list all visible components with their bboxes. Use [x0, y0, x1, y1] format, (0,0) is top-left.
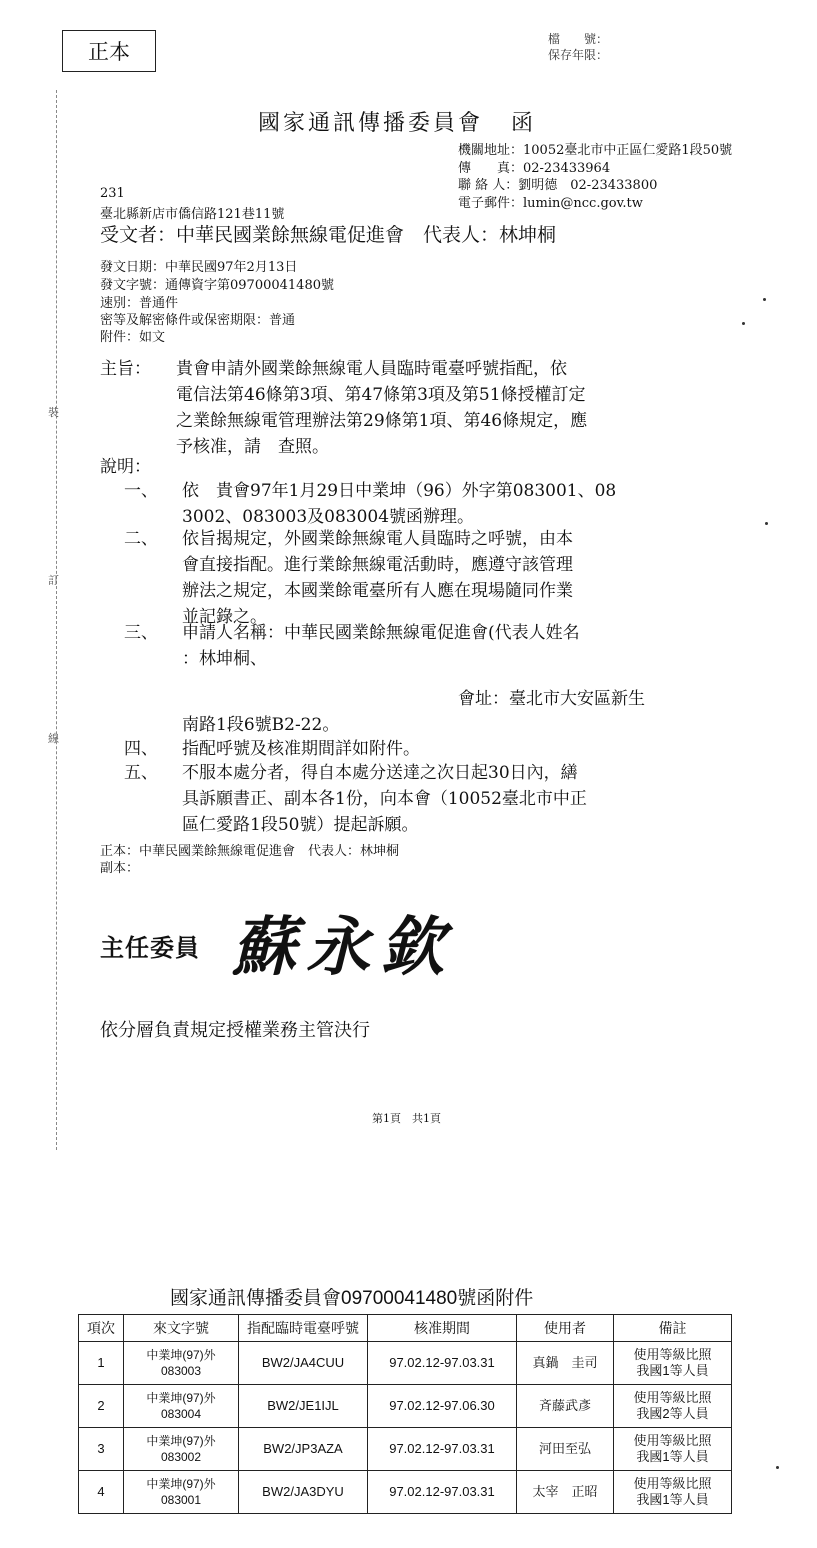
cell-user: 河田至弘 [517, 1428, 614, 1471]
explanation-item [182, 526, 573, 630]
cell-index: 4 [79, 1471, 124, 1514]
item-number: 三、 [124, 623, 158, 643]
item-number: 五、 [124, 763, 158, 783]
subject-line: 貴會申請外國業餘無線電人員臨時電臺呼號指配，依 [176, 359, 567, 379]
distribution-original: 正本：中華民國業餘無線電促進會 代表人：林坤桐 [100, 844, 400, 859]
explanation-item [182, 478, 616, 530]
cell-user: 太宰 正昭 [517, 1471, 614, 1514]
subject-label: 主旨： [100, 359, 151, 379]
cell-callsign: BW2/JA3DYU [239, 1471, 368, 1514]
item-number: 一、 [124, 481, 158, 501]
cell-line: 使用等級比照 [633, 1390, 712, 1405]
issue-date: 發文日期：中華民國97年2月13日 [100, 260, 298, 275]
item-line: 具訴願書正、副本各1份，向本會（10052臺北市中正 [182, 789, 587, 809]
cell-callsign: BW2/JE1IJL [239, 1385, 368, 1428]
cell-callsign: BW2/JP3AZA [239, 1428, 368, 1471]
column-header: 核准期間 [368, 1315, 517, 1342]
scan-speck [763, 298, 766, 301]
cell-line: 我國1等人員 [636, 1363, 709, 1378]
explanation-label: 說明： [100, 457, 151, 477]
table-row [79, 1385, 732, 1428]
cell-line: 使用等級比照 [633, 1476, 712, 1491]
cell-ref [124, 1471, 239, 1514]
item-line: 會直接指配。進行業餘無線電活動時，應遵守該管理 [182, 555, 573, 575]
column-header: 指配臨時電臺呼號 [239, 1315, 368, 1342]
item-line: 會址：臺北市大安區新生 [458, 689, 645, 709]
attachment-table [78, 1314, 732, 1514]
delivery-speed: 速別：普通件 [100, 296, 179, 311]
margin-mark: 線 [48, 732, 59, 745]
delegation-note: 依分層負責規定授權業務主管決行 [100, 1020, 370, 1041]
cell-line: 083002 [160, 1450, 202, 1464]
cell-line: 使用等級比照 [633, 1347, 712, 1362]
attachment-note: 附件：如文 [100, 330, 166, 345]
scan-speck [742, 322, 745, 325]
table-row [79, 1342, 732, 1385]
cell-line: 083004 [160, 1407, 202, 1421]
item-line: 不服本處分者，得自本處分送達之次日起30日內，繕 [182, 763, 578, 783]
cell-line: 083003 [160, 1364, 202, 1378]
item-line: 並記錄之。 [182, 607, 267, 627]
item-line: 指配呼號及核准期間詳如附件。 [182, 739, 420, 759]
scan-speck [776, 1466, 779, 1469]
item-line: 申請人名稱：中華民國業餘無線電促進會(代表人姓名 [182, 623, 580, 643]
binding-line [56, 90, 57, 1150]
subject-line: 電信法第46條第3項、第47條第3項及第51條授權訂定 [176, 385, 586, 405]
cell-line: 使用等級比照 [633, 1433, 712, 1448]
column-header: 備註 [614, 1315, 732, 1342]
cell-ref [124, 1342, 239, 1385]
cell-note [614, 1342, 732, 1385]
item-line: 3002、083003及083004號函辦理。 [182, 507, 475, 527]
cell-line: 中業坤(97)外 [146, 1477, 216, 1491]
organization-name: 國家通訊傳播委員會 [258, 111, 484, 136]
explanation-item [182, 686, 645, 738]
recipient-address: 臺北縣新店市僑信路121巷11號 [100, 207, 285, 222]
cell-index: 1 [79, 1342, 124, 1385]
signer-signature: 蘇永欽 [232, 910, 454, 985]
retention-period-label: 保存年限： [548, 48, 609, 62]
item-number: 二、 [124, 529, 158, 549]
cell-line: 我國1等人員 [636, 1449, 709, 1464]
column-header: 項次 [79, 1315, 124, 1342]
cell-user: 斉藤武彥 [517, 1385, 614, 1428]
cell-period: 97.02.12-97.03.31 [368, 1428, 517, 1471]
explanation-item [182, 736, 420, 762]
cell-index: 3 [79, 1428, 124, 1471]
item-line: 依 貴會97年1月29日中業坤（96）外字第083001、08 [182, 481, 617, 501]
document-title [258, 106, 536, 137]
archive-number-label: 檔 號： [548, 32, 609, 46]
agency-address: 機關地址：10052臺北市中正區仁愛路1段50號 [458, 143, 733, 158]
cell-ref [124, 1428, 239, 1471]
postal-code: 231 [100, 186, 125, 201]
explanation-item [182, 620, 580, 672]
cell-index: 2 [79, 1385, 124, 1428]
cell-user: 真鍋 圭司 [517, 1342, 614, 1385]
cell-period: 97.02.12-97.03.31 [368, 1342, 517, 1385]
table-row [79, 1428, 732, 1471]
original-copy-stamp: 正本 [62, 30, 156, 72]
cell-line: 中業坤(97)外 [146, 1391, 216, 1405]
explanation-item [182, 760, 587, 838]
subject-line: 予核准，請 查照。 [176, 437, 329, 457]
document-type: 函 [511, 111, 537, 136]
item-number: 四、 [124, 739, 158, 759]
distribution-copy: 副本： [100, 861, 140, 876]
agency-contact-block [458, 142, 732, 212]
item-line: 區仁愛路1段50號）提起訴願。 [182, 815, 419, 835]
agency-email: 電子郵件：lumin@ncc.gov.tw [458, 195, 643, 211]
agency-fax: 傳 真：02-23433964 [458, 160, 611, 176]
cell-note [614, 1385, 732, 1428]
column-header: 使用者 [517, 1315, 614, 1342]
cell-ref [124, 1385, 239, 1428]
cell-note [614, 1428, 732, 1471]
cell-line: 我國2等人員 [636, 1406, 709, 1421]
table-row [79, 1471, 732, 1514]
cell-line: 我國1等人員 [636, 1492, 709, 1507]
cell-period: 97.02.12-97.06.30 [368, 1385, 517, 1428]
agency-contact-person: 聯 絡 人：劉明德 02-23433800 [458, 178, 658, 193]
subject-line: 之業餘無線電管理辦法第29條第1項、第46條規定，應 [176, 411, 588, 431]
cell-line: 中業坤(97)外 [146, 1348, 216, 1362]
recipient-line: 受文者：中華民國業餘無線電促進會 代表人：林坤桐 [100, 224, 557, 246]
page-number: 第1頁 共1頁 [372, 1112, 441, 1125]
item-line: ：林坤桐、 [182, 649, 267, 669]
item-line: 南路1段6號B2-22。 [182, 715, 340, 735]
cell-line: 中業坤(97)外 [146, 1434, 216, 1448]
secrecy-level: 密等及解密條件或保密期限：普通 [100, 313, 296, 328]
cell-note [614, 1471, 732, 1514]
column-header: 來文字號 [124, 1315, 239, 1342]
document-number: 發文字號：通傳資字第09700041480號 [100, 278, 334, 293]
subject-text [176, 356, 587, 460]
margin-mark: 裝 [48, 406, 59, 419]
cell-callsign: BW2/JA4CUU [239, 1342, 368, 1385]
attachment-title: 國家通訊傳播委員會09700041480號函附件 [170, 1288, 534, 1309]
scan-speck [765, 522, 768, 525]
margin-mark: 訂 [48, 574, 59, 587]
item-line: 依旨揭規定，外國業餘無線電人員臨時之呼號，由本 [182, 529, 573, 549]
table-header-row [79, 1315, 732, 1342]
signer-title: 主任委員 [100, 933, 200, 962]
item-line: 辦法之規定，本國業餘電臺所有人應在現場隨同作業 [182, 581, 573, 601]
cell-line: 083001 [160, 1493, 202, 1507]
cell-period: 97.02.12-97.03.31 [368, 1471, 517, 1514]
